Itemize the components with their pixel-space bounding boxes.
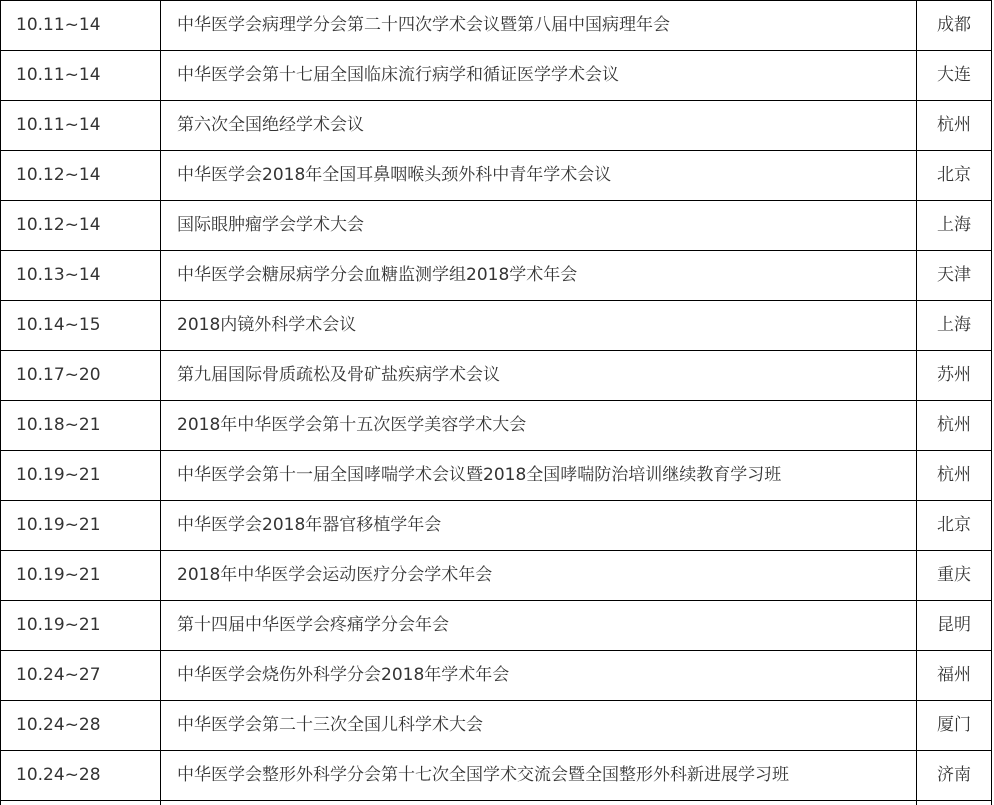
table-row [1, 451, 992, 501]
conference-name-cell: 第九届国际骨质疏松及骨矿盐疾病学术会议 [161, 351, 917, 401]
conference-name-cell: 中华医学会整形外科学分会第十七次全国学术交流会暨全国整形外科新进展学习班 [161, 751, 917, 801]
conference-name-cell: 中华医学会第十一届全国哮喘学术会议暨2018全国哮喘防治培训继续教育学习班 [161, 451, 917, 501]
table-row [1, 551, 992, 601]
empty-cell [1, 801, 161, 805]
conference-name-cell: 中华医学会病理学分会第二十四次学术会议暨第八届中国病理年会 [161, 1, 917, 51]
date-cell: 10.19~21 [1, 601, 161, 651]
conference-name-cell: 2018内镜外科学术会议 [161, 301, 917, 351]
city-cell: 成都 [917, 1, 992, 51]
table-row-cut-off [1, 801, 992, 805]
date-cell: 10.11~14 [1, 101, 161, 151]
empty-cell [161, 801, 917, 805]
date-cell: 10.11~14 [1, 51, 161, 101]
city-cell: 济南 [917, 751, 992, 801]
table-row [1, 101, 992, 151]
table-row [1, 751, 992, 801]
conference-name-cell: 中华医学会2018年全国耳鼻咽喉头颈外科中青年学术会议 [161, 151, 917, 201]
table-row [1, 151, 992, 201]
table-row [1, 401, 992, 451]
table-row [1, 301, 992, 351]
date-cell: 10.11~14 [1, 1, 161, 51]
city-cell: 福州 [917, 651, 992, 701]
table-row [1, 51, 992, 101]
date-cell: 10.12~14 [1, 151, 161, 201]
table-row [1, 351, 992, 401]
table-row [1, 201, 992, 251]
conference-name-cell: 2018年中华医学会运动医疗分会学术年会 [161, 551, 917, 601]
city-cell: 天津 [917, 251, 992, 301]
schedule-table-body [1, 1, 992, 805]
conference-name-cell: 国际眼肿瘤学会学术大会 [161, 201, 917, 251]
table-row [1, 701, 992, 751]
table-row [1, 1, 992, 51]
conference-name-cell: 中华医学会2018年器官移植学年会 [161, 501, 917, 551]
date-cell: 10.18~21 [1, 401, 161, 451]
conference-name-cell: 中华医学会第二十三次全国儿科学术大会 [161, 701, 917, 751]
date-cell: 10.24~27 [1, 651, 161, 701]
city-cell: 上海 [917, 201, 992, 251]
date-cell: 10.19~21 [1, 551, 161, 601]
city-cell: 杭州 [917, 101, 992, 151]
conference-name-cell: 中华医学会烧伤外科学分会2018年学术年会 [161, 651, 917, 701]
city-cell: 杭州 [917, 401, 992, 451]
date-cell: 10.17~20 [1, 351, 161, 401]
city-cell: 杭州 [917, 451, 992, 501]
city-cell: 北京 [917, 151, 992, 201]
conference-name-cell: 第十四届中华医学会疼痛学分会年会 [161, 601, 917, 651]
date-cell: 10.14~15 [1, 301, 161, 351]
conference-name-cell: 中华医学会第十七届全国临床流行病学和循证医学学术会议 [161, 51, 917, 101]
conference-name-cell: 第六次全国绝经学术会议 [161, 101, 917, 151]
city-cell: 北京 [917, 501, 992, 551]
table-row [1, 651, 992, 701]
table-row [1, 601, 992, 651]
empty-cell [917, 801, 992, 805]
date-cell: 10.19~21 [1, 501, 161, 551]
date-cell: 10.19~21 [1, 451, 161, 501]
conference-name-cell: 2018年中华医学会第十五次医学美容学术大会 [161, 401, 917, 451]
city-cell: 大连 [917, 51, 992, 101]
date-cell: 10.12~14 [1, 201, 161, 251]
date-cell: 10.13~14 [1, 251, 161, 301]
city-cell: 昆明 [917, 601, 992, 651]
city-cell: 重庆 [917, 551, 992, 601]
table-row [1, 251, 992, 301]
city-cell: 上海 [917, 301, 992, 351]
city-cell: 苏州 [917, 351, 992, 401]
date-cell: 10.24~28 [1, 751, 161, 801]
date-cell: 10.24~28 [1, 701, 161, 751]
table-row [1, 501, 992, 551]
conference-name-cell: 中华医学会糖尿病学分会血糖监测学组2018学术年会 [161, 251, 917, 301]
city-cell: 厦门 [917, 701, 992, 751]
